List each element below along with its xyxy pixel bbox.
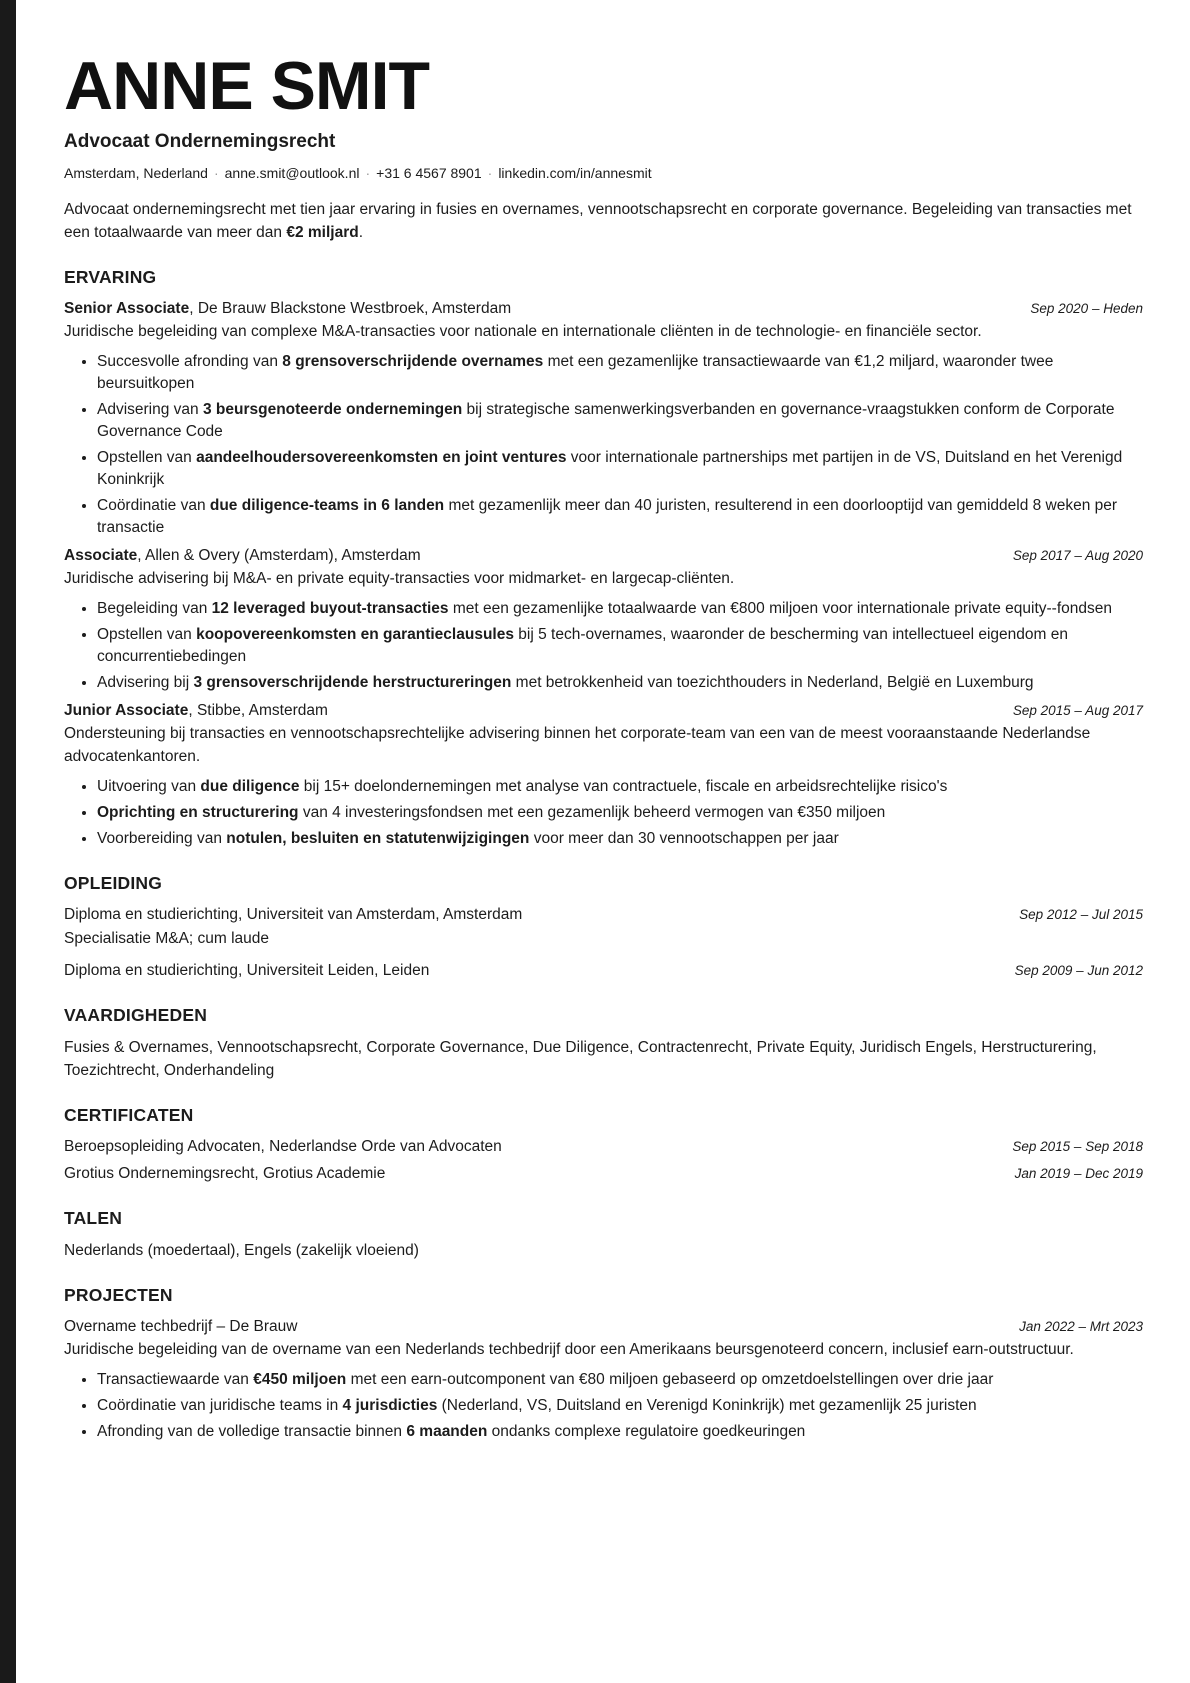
job-organization: , Stibbe, Amsterdam [188, 702, 328, 719]
project-description: Juridische begeleiding van de overname van een Nederlands techbedrijf door een Amerikaans beursgenoteerd concern, inclusief earn-outstructuur. [64, 1341, 1074, 1358]
certificate-name: Beroepsopleiding Advocaten, Nederlandse Orde van Advocaten [64, 1138, 502, 1155]
resume-page [64, 50, 1143, 1449]
emphasis-text: €450 miljoen [253, 1371, 347, 1388]
emphasis-text: notulen, besluiten en statutenwijzigingen [226, 830, 530, 847]
achievement-item [97, 598, 1143, 620]
text-segment: ondanks complexe regulatoire goedkeuringen [487, 1423, 806, 1440]
education-institution: Diploma en studierichting, Universiteit van Amsterdam, Amsterdam [64, 906, 523, 923]
job-header [64, 545, 1143, 567]
contact-linkedin[interactable]: linkedin.com/in/annesmit [498, 165, 652, 181]
text-segment: met een earn-outcomponent van €80 miljoen gebaseerd op omzetdoelstellingen over drie jaar [346, 1371, 994, 1388]
text-segment: bij 5 tech-overnames, waaronder de bescherming van intellectueel eigendom en concurrentiebedingen [97, 626, 1068, 665]
achievement-item [97, 447, 1143, 491]
job-entry [64, 545, 1143, 694]
contact-phone[interactable]: +31 6 4567 8901 [376, 165, 482, 181]
project-dates: Jan 2022 – Mrt 2023 [1019, 1319, 1143, 1334]
text-segment: Opstellen van [97, 626, 197, 643]
text-segment: voor meer dan 30 vennootschappen per jaar [529, 830, 839, 847]
text-segment: Begeleiding van [97, 600, 212, 617]
job-description: Juridische advisering bij M&A- en private equity-transacties voor midmarket- en largecap-cliënten. [64, 570, 735, 587]
achievement-item [97, 802, 1143, 824]
section-title-skills: VAARDIGHEDEN [64, 1005, 208, 1025]
achievement-item [97, 399, 1143, 443]
text-segment: Coördinatie van [97, 497, 210, 514]
candidate-name: ANNE SMIT [64, 48, 429, 124]
certificate-dates: Sep 2015 – Sep 2018 [1012, 1139, 1143, 1154]
job-achievements [64, 776, 1143, 850]
text-segment: Advocaat ondernemingsrecht met tien jaar ervaring in fusies en overnames, vennootschapsrecht en corporate governance. Begeleiding van transacties met een totaalwaarde van meer dan [64, 201, 1132, 241]
job-achievements [64, 351, 1143, 539]
contact-location: Amsterdam, Nederland [64, 165, 208, 181]
emphasis-text: 3 grensoverschrijdende herstructureringen [193, 674, 512, 691]
achievement-item [97, 495, 1143, 539]
job-entry [64, 298, 1143, 539]
education-dates: Sep 2012 – Jul 2015 [1019, 907, 1143, 922]
education-entry [64, 960, 1143, 982]
section-title-projects: PROJECTEN [64, 1285, 173, 1305]
emphasis-text: 4 jurisdicties [342, 1397, 438, 1414]
section-title-experience: ERVARING [64, 267, 157, 287]
candidate-title: Advocaat Ondernemingsrecht [64, 131, 336, 152]
project-name: Overname techbedrijf – De Brauw [64, 1318, 298, 1335]
emphasis-text: €2 miljard [286, 224, 359, 241]
project-entry [64, 1316, 1143, 1443]
job-role: Associate [64, 547, 138, 564]
text-segment: Opstellen van [97, 449, 197, 466]
job-heading [64, 298, 511, 320]
job-description: Juridische begeleiding van complexe M&A-transacties voor nationale en internationale cliënten in de technologie- en financiële sector. [64, 323, 982, 340]
job-header [64, 298, 1143, 320]
text-segment: . [358, 224, 364, 241]
text-segment: Transactiewaarde van [97, 1371, 254, 1388]
emphasis-text: 6 maanden [406, 1423, 488, 1440]
education-header [64, 904, 1143, 926]
text-segment: Succesvolle afronding van [97, 353, 283, 370]
certificate-entry [64, 1163, 1143, 1185]
certificate-entry [64, 1136, 1143, 1158]
emphasis-text: 3 beursgenoteerde ondernemingen [202, 401, 463, 418]
achievement-item [97, 672, 1143, 694]
contact-separator: · [487, 165, 493, 181]
job-role: Senior Associate [64, 300, 190, 317]
job-description: Ondersteuning bij transacties en vennootschapsrechtelijke advisering binnen het corporate-team van een van de meest vooraanstaande Nederlandse advocatenkantoren. [64, 725, 1091, 765]
experience-list [64, 298, 1143, 850]
achievement-item [97, 776, 1143, 798]
contact-separator: · [365, 165, 371, 181]
text-segment: Coördinatie van juridische teams in [97, 1397, 343, 1414]
project-header [64, 1316, 1143, 1338]
job-heading [64, 700, 328, 722]
text-segment: met betrokkenheid van toezichthouders in Nederland, België en Luxemburg [511, 674, 1034, 691]
highlight-item [97, 1369, 1143, 1391]
education-header [64, 960, 1143, 982]
languages-text: Nederlands (moedertaal), Engels (zakelijk vloeiend) [64, 1242, 419, 1259]
text-segment: met gezamenlijk meer dan 40 juristen, resulterend in een doorlooptijd van gemiddeld 8 weken per transactie [97, 497, 1118, 536]
highlight-item [97, 1395, 1143, 1417]
achievement-item [97, 828, 1143, 850]
job-heading [64, 545, 421, 567]
section-title-languages: TALEN [64, 1208, 123, 1228]
text-segment: Uitvoering van [97, 778, 201, 795]
project-list [64, 1316, 1143, 1443]
section-title-certificates: CERTIFICATEN [64, 1105, 194, 1125]
section-title-education: OPLEIDING [64, 873, 163, 893]
text-segment: van 4 investeringsfondsen met een gezamenlijk beheerd vermogen van €350 miljoen [298, 804, 886, 821]
job-organization: , Allen & Overy (Amsterdam), Amsterdam [137, 547, 421, 564]
text-segment: bij strategische samenwerkingsverbanden en governance-vraagstukken conform de Corporate Governance Code [97, 401, 1115, 440]
text-segment: Advisering bij [97, 674, 194, 691]
education-institution: Diploma en studierichting, Universiteit Leiden, Leiden [64, 962, 430, 979]
education-dates: Sep 2009 – Jun 2012 [1014, 963, 1143, 978]
emphasis-text: due diligence-teams in 6 landen [209, 497, 445, 514]
job-role: Junior Associate [64, 702, 189, 719]
contact-line [64, 164, 1143, 182]
emphasis-text: 12 leveraged buyout-transacties [211, 600, 449, 617]
emphasis-text: Oprichting en structurering [97, 804, 299, 821]
job-dates: Sep 2020 – Heden [1030, 301, 1143, 316]
highlight-item [97, 1421, 1143, 1443]
text-segment: Advisering van [97, 401, 203, 418]
profile-summary [64, 198, 1143, 244]
text-segment: met een gezamenlijke totaalwaarde van €800 miljoen voor internationale private equity--fondsen [448, 600, 1112, 617]
emphasis-text: due diligence [200, 778, 300, 795]
emphasis-text: 8 grensoverschrijdende overnames [282, 353, 544, 370]
certificate-list [64, 1136, 1143, 1185]
text-segment: met een gezamenlijke transactiewaarde van €1,2 miljard, waaronder twee beursuitkopen [97, 353, 1054, 392]
text-segment: bij 15+ doelondernemingen met analyse van contractuele, fiscale en arbeidsrechtelijke risico's [299, 778, 948, 795]
text-segment: Afronding van de volledige transactie binnen [97, 1423, 407, 1440]
job-dates: Sep 2017 – Aug 2020 [1012, 548, 1143, 563]
emphasis-text: aandeelhoudersovereenkomsten en joint ventures [196, 449, 567, 466]
text-segment: (Nederland, VS, Duitsland en Verenigd Koninkrijk) met gezamenlijk 25 juristen [437, 1397, 977, 1414]
job-entry [64, 700, 1143, 850]
text-segment: voor internationale partnerships met partijen in de VS, Duitsland en het Verenigd Koninkrijk [97, 449, 1123, 488]
project-highlights [64, 1369, 1143, 1443]
skills-text: Fusies & Overnames, Vennootschapsrecht, Corporate Governance, Due Diligence, Contractenrecht, Private Equity, Juridisch Engels, Herstructurering, Toezichtrecht, Onderhandeling [64, 1039, 1097, 1079]
contact-email[interactable]: anne.smit@outlook.nl [224, 165, 360, 181]
education-detail: Specialisatie M&A; cum laude [64, 930, 270, 947]
achievement-item [97, 351, 1143, 395]
job-header [64, 700, 1143, 722]
certificate-name: Grotius Ondernemingsrecht, Grotius Academie [64, 1165, 386, 1182]
job-organization: , De Brauw Blackstone Westbroek, Amsterdam [189, 300, 512, 317]
job-achievements [64, 598, 1143, 694]
text-segment: Voorbereiding van [97, 830, 227, 847]
education-list [64, 904, 1143, 982]
contact-separator: · [213, 165, 219, 181]
certificate-dates: Jan 2019 – Dec 2019 [1014, 1166, 1143, 1181]
emphasis-text: koopovereenkomsten en garantieclausules [196, 626, 514, 643]
education-entry [64, 904, 1143, 950]
job-dates: Sep 2015 – Aug 2017 [1012, 703, 1143, 718]
left-edge-bar [0, 0, 16, 1683]
achievement-item [97, 624, 1143, 668]
